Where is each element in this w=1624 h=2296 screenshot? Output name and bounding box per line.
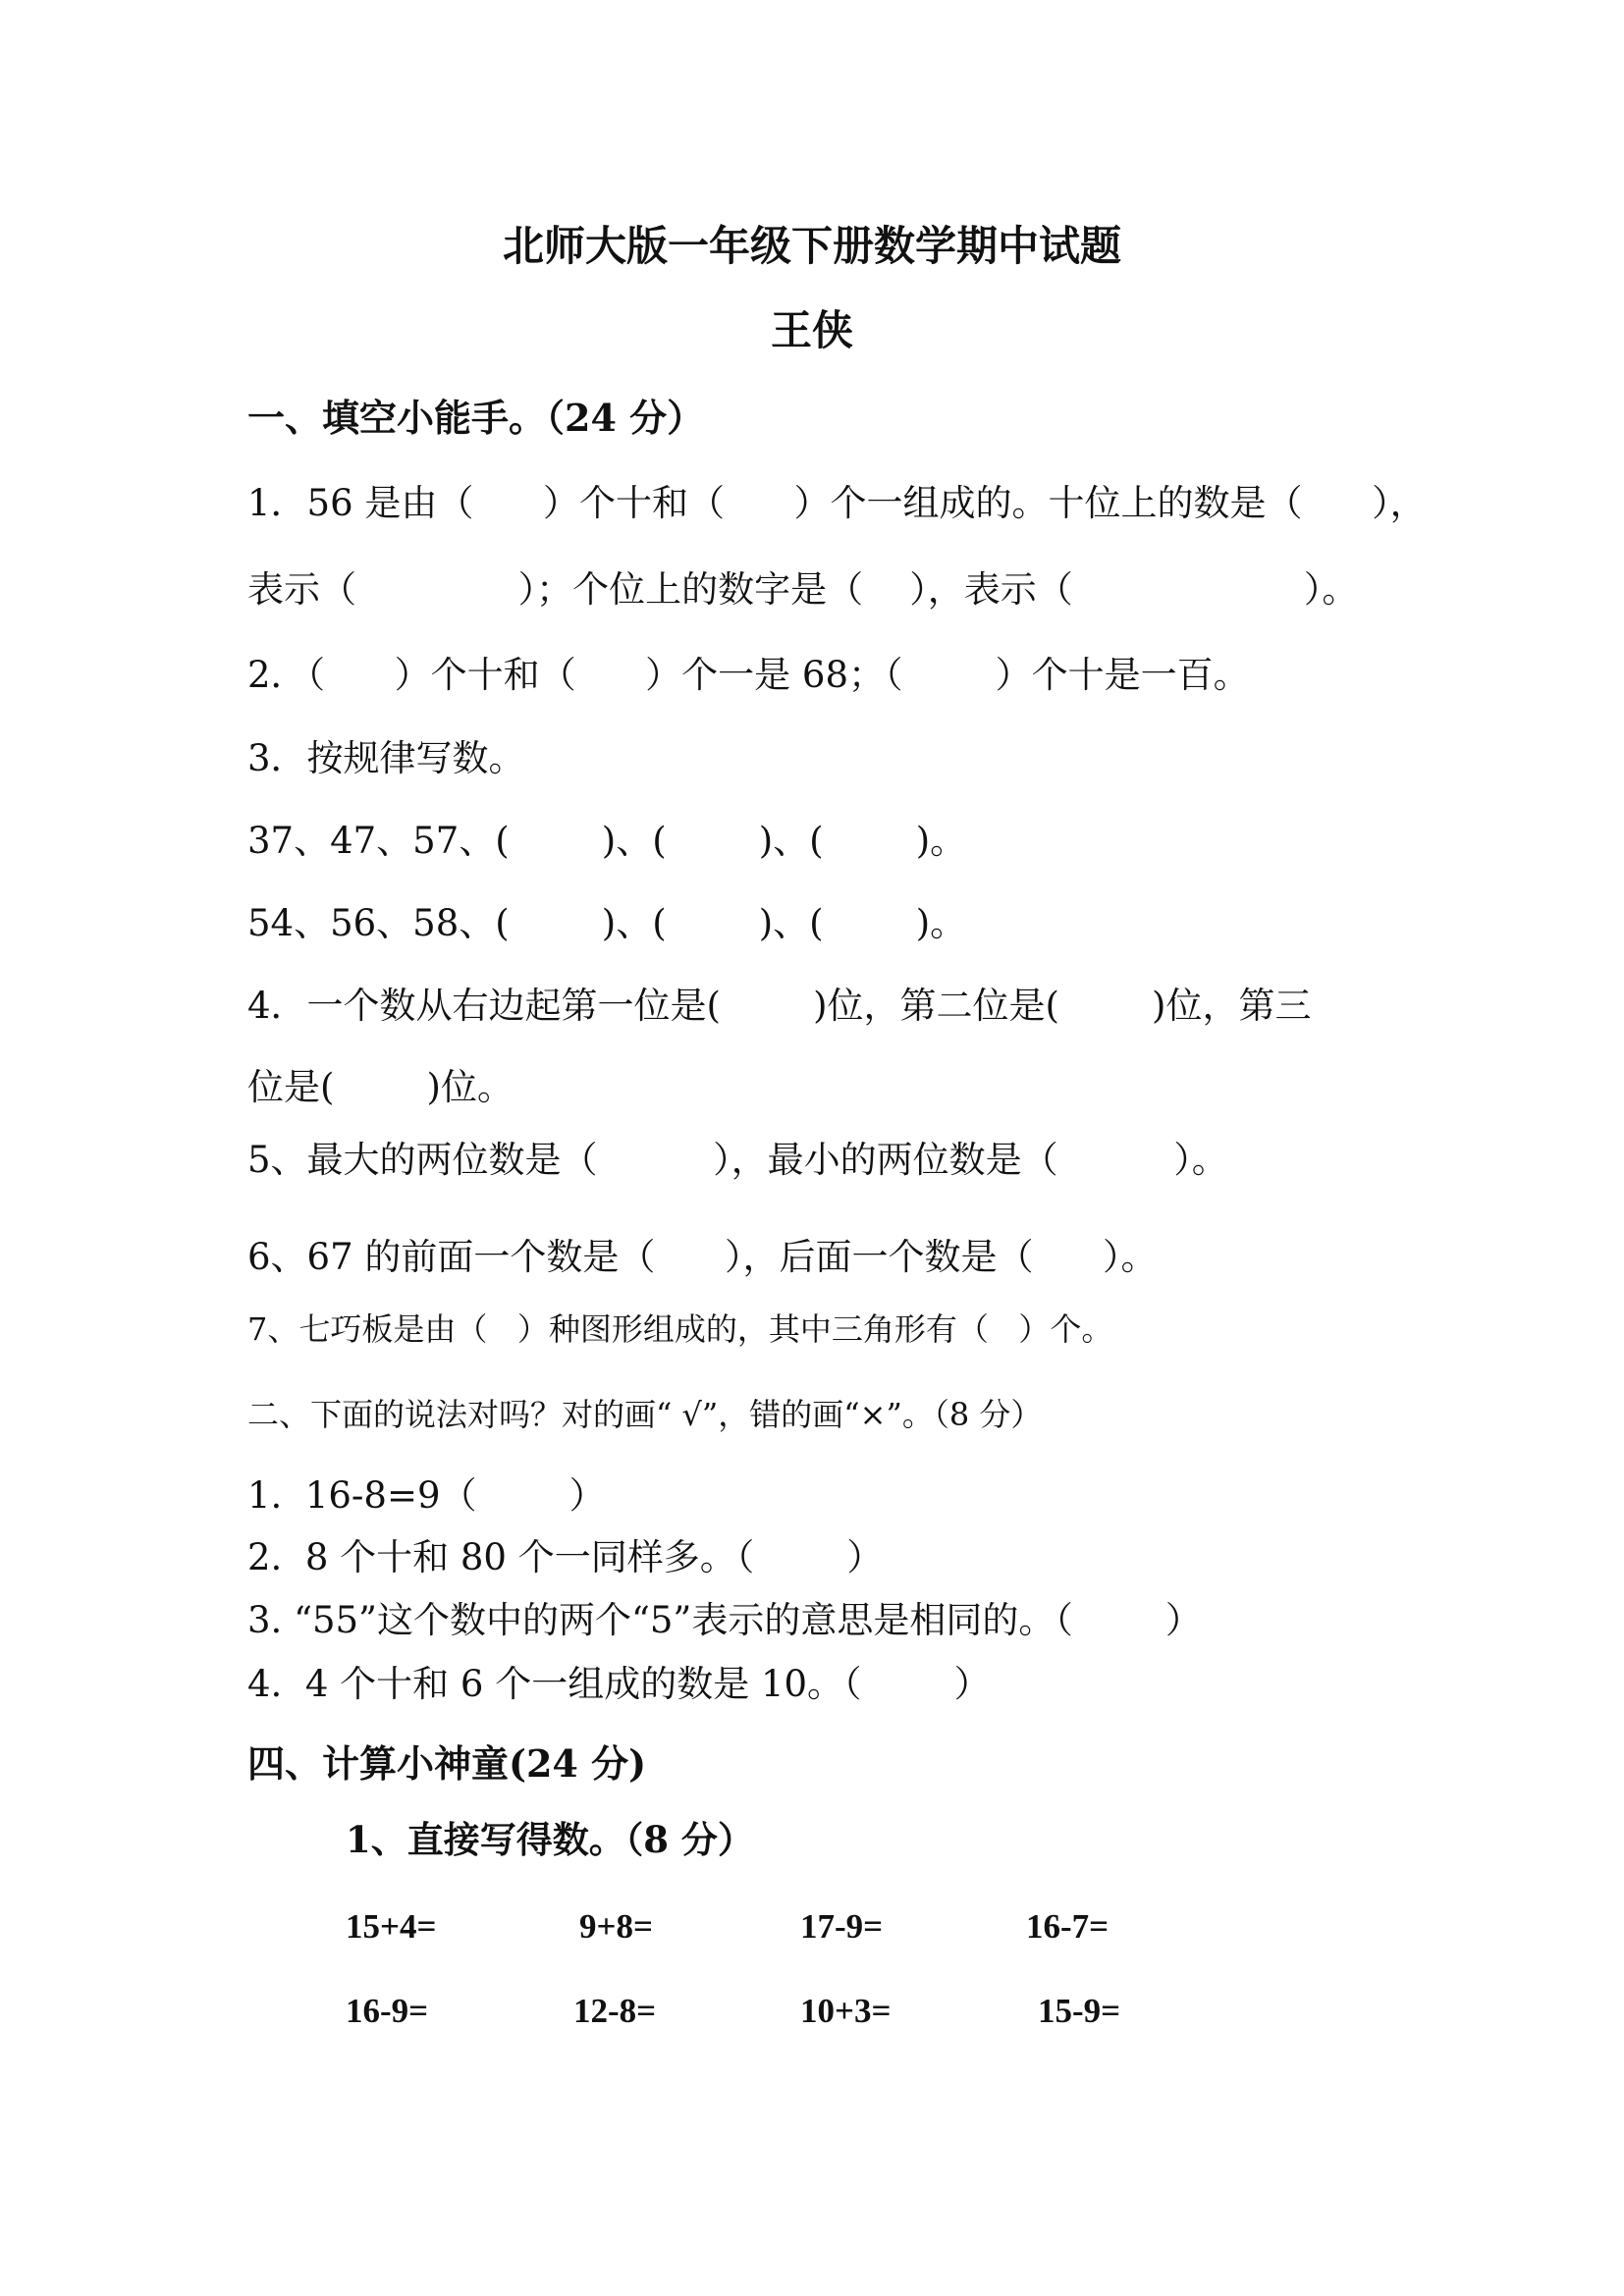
true-false-item-1: 1. 16-8=9（ ） <box>247 1474 606 1517</box>
calc-item: 16-7= <box>1026 1907 1110 1946</box>
question-1-line-1: 1．56 是由（ ）个十和（ ）个一组成的。十位上的数是（ ）， <box>247 482 1427 524</box>
question-6: 6、67 的前面一个数是（ ），后面一个数是（ ）。 <box>247 1236 1158 1278</box>
true-false-item-3: 3. “55”这个数中的两个“5”表示的意思是相同的。（ ） <box>247 1599 1202 1641</box>
section4-sub-heading: 1、直接写得数。（8 分） <box>346 1818 754 1861</box>
question-2: 2．（ ）个十和（ ）个一是 68；（ ）个十是一百。 <box>247 654 1250 696</box>
question-4-line-2: 位是( )位。 <box>247 1066 514 1108</box>
question-1-line-2: 表示（ ）；个位上的数字是（ ），表示（ ）。 <box>247 568 1359 611</box>
section1-heading: 一、填空小能手。（24 分） <box>247 396 705 440</box>
section4-heading: 四、计算小神童(24 分) <box>247 1741 647 1786</box>
calc-item: 17-9= <box>800 1907 884 1946</box>
page-title: 北师大版一年级下册数学期中试题 <box>502 222 1121 270</box>
question-3-sequence-1: 37、47、57、( )、( )、( )。 <box>247 820 967 862</box>
question-5: 5、最大的两位数是（ ），最小的两位数是（ ）。 <box>247 1139 1228 1181</box>
calc-item: 16-9= <box>346 1992 429 2030</box>
question-3-sequence-2: 54、56、58、( )、( )、( )。 <box>247 902 967 944</box>
calc-item: 9+8= <box>579 1907 653 1946</box>
calc-item: 15-9= <box>1038 1992 1121 2030</box>
calc-item: 12-8= <box>573 1992 657 2030</box>
section2-heading: 二、下面的说法对吗？对的画“ √”，错的画“×”。（8 分） <box>247 1396 1043 1433</box>
calc-item: 15+4= <box>346 1907 437 1946</box>
true-false-item-4: 4. 4 个十和 6 个一组成的数是 10。（ ） <box>247 1663 991 1705</box>
question-4-line-1: 4．一个数从右边起第一位是( )位，第二位是( )位，第三 <box>247 985 1312 1027</box>
calc-item: 10+3= <box>800 1992 892 2030</box>
true-false-item-2: 2. 8 个十和 80 个一同样多。（ ） <box>247 1536 884 1578</box>
question-3: 3．按规律写数。 <box>247 737 525 779</box>
author-name: 王侠 <box>770 306 853 354</box>
question-7: 7、七巧板是由（ ）种图形组成的，其中三角形有（ ）个。 <box>247 1310 1113 1348</box>
